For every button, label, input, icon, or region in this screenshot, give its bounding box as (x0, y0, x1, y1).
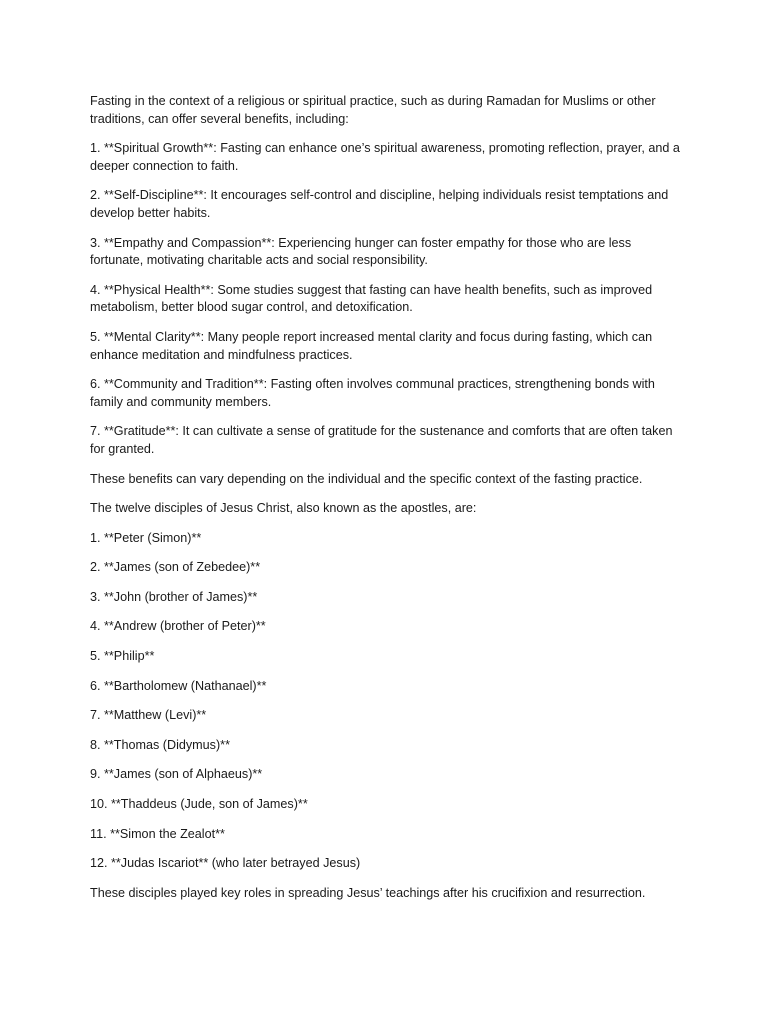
disciple-item: 1. **Peter (Simon)** (90, 530, 202, 545)
benefit-item: 2. **Self-Discipline**: It encourages self-control and discipline, helping individuals resist temptations and develop better habits. (90, 188, 669, 220)
disciples-closing-paragraph: These disciples played key roles in spreading Jesus’ teachings after his crucifixion and resurrection. (90, 885, 646, 900)
disciple-item: 12. **Judas Iscariot** (who later betrayed Jesus) (90, 856, 361, 871)
document-page (90, 93, 682, 914)
disciple-item: 8. **Thomas (Didymus)** (90, 737, 230, 752)
disciple-item: 4. **Andrew (brother of Peter)** (90, 619, 266, 634)
disciples-intro-paragraph: The twelve disciples of Jesus Christ, also known as the apostles, are: (90, 501, 477, 516)
fasting-closing-paragraph: These benefits can vary depending on the individual and the specific context of the fasting practice. (90, 471, 643, 486)
benefit-item: 6. **Community and Tradition**: Fasting often involves communal practices, strengthening bonds with family and community members. (90, 377, 655, 409)
disciple-item: 10. **Thaddeus (Jude, son of James)** (90, 797, 308, 812)
benefit-item: 4. **Physical Health**: Some studies suggest that fasting can have health benefits, such as improved metabolism, better blood sugar control, and detoxification. (90, 282, 653, 315)
disciple-item: 11. **Simon the Zealot** (90, 826, 225, 841)
disciple-item: 5. **Philip** (90, 649, 155, 664)
disciple-item: 3. **John (brother of James)** (90, 589, 258, 604)
fasting-intro-paragraph: Fasting in the context of a religious or spiritual practice, such as during Ramadan for Muslims or other traditions, can offer several benefits, including: (90, 94, 656, 126)
benefit-item: 5. **Mental Clarity**: Many people report increased mental clarity and focus during fasting, which can enhance meditation and mindfulness practices. (90, 329, 653, 362)
disciples-list (90, 530, 682, 873)
fasting-benefits-list (90, 140, 682, 458)
benefit-item: 1. **Spiritual Growth**: Fasting can enhance one’s spiritual awareness, promoting reflection, prayer, and a deeper connection to faith. (90, 141, 680, 173)
disciple-item: 2. **James (son of Zebedee)** (90, 560, 261, 575)
disciple-item: 6. **Bartholomew (Nathanael)** (90, 678, 267, 693)
benefit-item: 7. **Gratitude**: It can cultivate a sense of gratitude for the sustenance and comforts that are often taken for granted. (90, 424, 673, 456)
disciple-item: 9. **James (son of Alphaeus)** (90, 767, 263, 782)
disciple-item: 7. **Matthew (Levi)** (90, 708, 207, 723)
benefit-item: 3. **Empathy and Compassion**: Experiencing hunger can foster empathy for those who are less fortunate, motivating charitable acts and social responsibility. (90, 235, 632, 268)
